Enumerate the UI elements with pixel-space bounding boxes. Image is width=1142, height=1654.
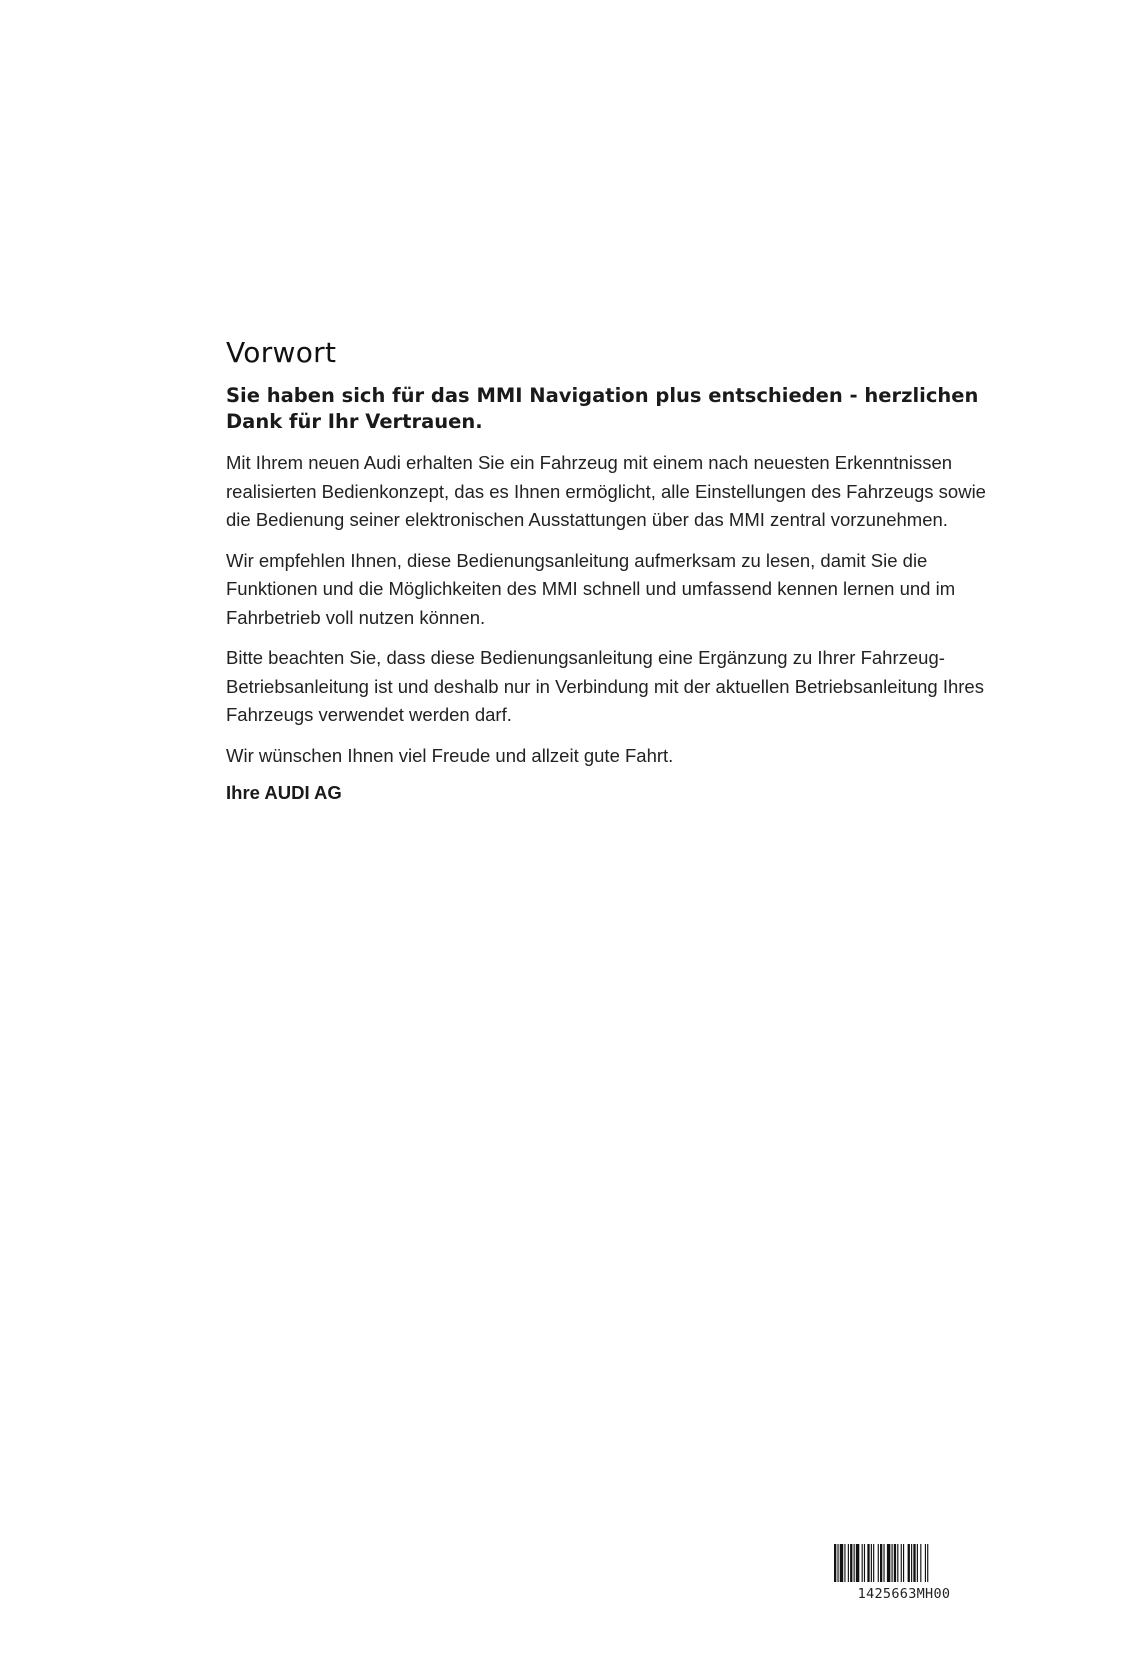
barcode-bar [844, 1544, 845, 1582]
barcode-bar [873, 1544, 874, 1582]
barcode-bar [897, 1544, 898, 1582]
barcode-bar [837, 1544, 838, 1582]
barcode-bar [871, 1544, 872, 1582]
barcode-bar [854, 1544, 855, 1582]
foreword-section [226, 336, 996, 804]
body-paragraph-2: Wir empfehlen Ihnen, diese Bedienungsanleitung aufmerksam zu lesen, damit Sie die Funktionen und die Möglichkeiten des MMI schnell und umfassend kennen lernen und im Fahrbetrieb voll nutzen können. [226, 549, 956, 628]
barcode-bar [880, 1544, 882, 1582]
barcode-bar [834, 1544, 836, 1582]
barcode [834, 1544, 974, 1602]
barcode-bar [867, 1544, 869, 1582]
page-title: Vorwort [226, 336, 337, 369]
barcode-bar [908, 1544, 910, 1582]
barcode-icon [834, 1544, 974, 1582]
body-paragraph-1: Mit Ihrem neuen Audi erhalten Sie ein Fahrzeug mit einem nach neuesten Erkenntnissen realisierten Bedienkonzept, das es Ihnen ermöglicht, alle Einstellungen des Fahrzeugs sowie die Bedienung seiner elektronischen Ausstattungen über das MMI zentral vorzunehmen. [226, 452, 986, 530]
body-paragraph-4: Wir wünschen Ihnen viel Freude und allzeit gute Fahrt. [226, 744, 674, 766]
barcode-bar [903, 1544, 904, 1582]
barcode-bar [927, 1544, 928, 1582]
barcode-bar [878, 1544, 879, 1582]
barcode-bar [883, 1544, 884, 1582]
barcode-bar [894, 1544, 896, 1582]
body-paragraph-3: Bitte beachten Sie, dass diese Bedienungsanleitung eine Ergänzung zu Ihrer Fahrzeug-Betriebsanleitung ist und deshalb nur in Verbindung mit der aktuellen Betriebsanleitung Ihres Fahrzeugs verwendet werden darf. [226, 647, 984, 725]
barcode-bar [920, 1544, 921, 1582]
signature: Ihre AUDI AG [226, 782, 342, 803]
barcode-bar [901, 1544, 902, 1582]
lead-paragraph: Sie haben sich für das MMI Navigation plus entschieden - herzlichen Dank für Ihr Vertrauen. [226, 384, 979, 433]
barcode-bar [850, 1544, 852, 1582]
barcode-bar [887, 1544, 890, 1582]
barcode-bar [913, 1544, 915, 1582]
barcode-bar [892, 1544, 893, 1582]
barcode-bar [864, 1544, 865, 1582]
barcode-bar [911, 1544, 912, 1582]
barcode-number: 1425663MH00 [857, 1586, 951, 1602]
barcode-bar [862, 1544, 863, 1582]
barcode-bar [925, 1544, 926, 1582]
barcode-bar [848, 1544, 849, 1582]
barcode-bar [840, 1544, 843, 1582]
barcode-bar [917, 1544, 918, 1582]
barcode-bar [856, 1544, 859, 1582]
